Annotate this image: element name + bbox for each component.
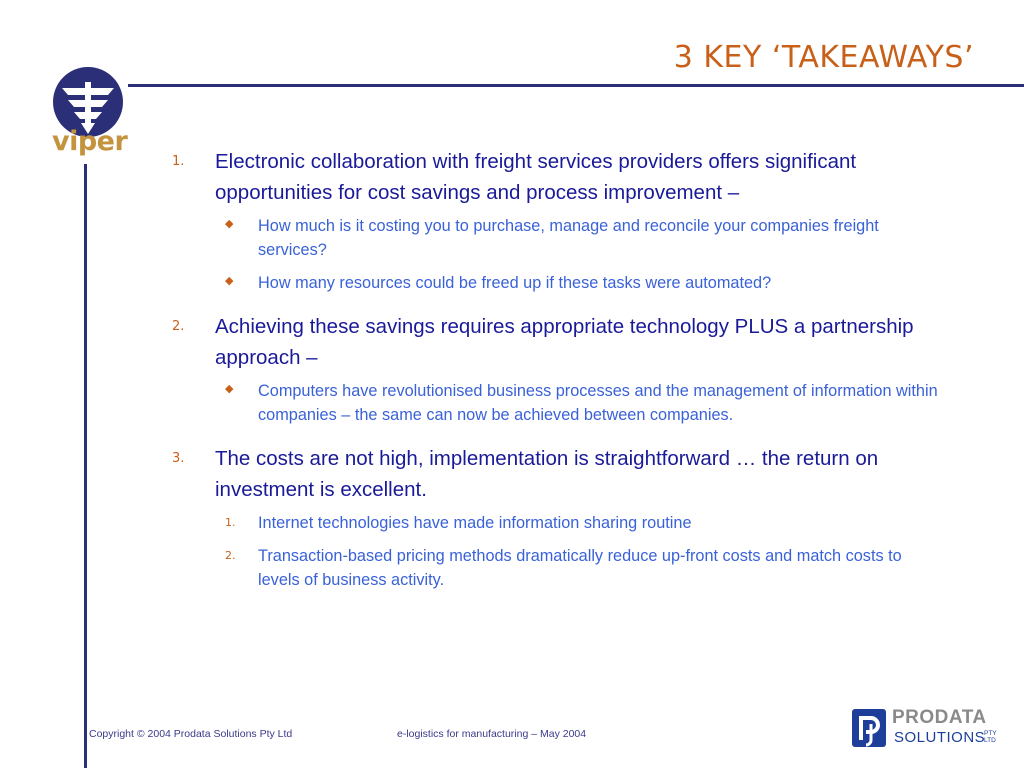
- sub-item-text: How much is it costing you to purchase, manage and reconcile your companies freight services?: [258, 217, 879, 259]
- sub-item-text: Internet technologies have made information sharing routine: [258, 514, 692, 532]
- sub-item: [215, 271, 942, 295]
- sub-item-number: 2.: [225, 549, 236, 562]
- prodata-suffix: [984, 730, 997, 744]
- sub-item: [215, 511, 942, 535]
- sub-item-number: 1.: [225, 516, 236, 529]
- sub-item-text: Transaction-based pricing methods dramatically reduce up-front costs and match costs to levels of business activity.: [258, 547, 902, 589]
- diamond-bullet-icon: ◆: [225, 217, 234, 230]
- diamond-bullet-icon: ◆: [225, 274, 234, 287]
- item-number: 2.: [172, 319, 185, 334]
- header-rule: [128, 84, 1024, 87]
- list-item: [172, 443, 942, 592]
- prodata-name: PRODATA: [892, 707, 987, 728]
- takeaways-list: [172, 146, 942, 608]
- diamond-bullet-icon: ◆: [225, 382, 234, 395]
- footer-copyright: Copyright © 2004 Prodata Solutions Pty Ltd: [89, 728, 293, 740]
- list-item: [172, 146, 942, 295]
- sub-item-text: How many resources could be freed up if these tasks were automated?: [258, 274, 772, 292]
- sub-item-text: Computers have revolutionised business processes and the management of information within companies – the same can now be achieved between companies.: [258, 382, 938, 424]
- prodata-logo: [852, 707, 1002, 749]
- prodata-suffix-top: PTY: [984, 730, 997, 737]
- sub-item: [215, 544, 942, 592]
- prodata-logo-icon: [852, 709, 886, 747]
- item-number: 1.: [172, 154, 185, 169]
- sub-item: [215, 379, 942, 427]
- slide-title: 3 KEY ‘TAKEAWAYS’: [673, 40, 974, 75]
- item-text: Electronic collaboration with freight services providers offers significant opportunities for cost savings and process improvement –: [215, 150, 857, 204]
- footer-tagline: e-logistics for manufacturing – May 2004: [397, 728, 587, 740]
- prodata-subname: SOLUTIONS: [894, 729, 986, 746]
- item-number: 3.: [172, 451, 185, 466]
- item-text: The costs are not high, implementation is straightforward … the return on investment is excellent.: [215, 447, 879, 501]
- list-item: [172, 311, 942, 427]
- side-rule: [84, 164, 87, 768]
- prodata-suffix-bottom: LTD: [984, 737, 996, 744]
- viper-logo-text: viper: [52, 126, 128, 157]
- item-text: Achieving these savings requires appropriate technology PLUS a partnership approach –: [215, 315, 914, 369]
- sub-item: [215, 214, 942, 262]
